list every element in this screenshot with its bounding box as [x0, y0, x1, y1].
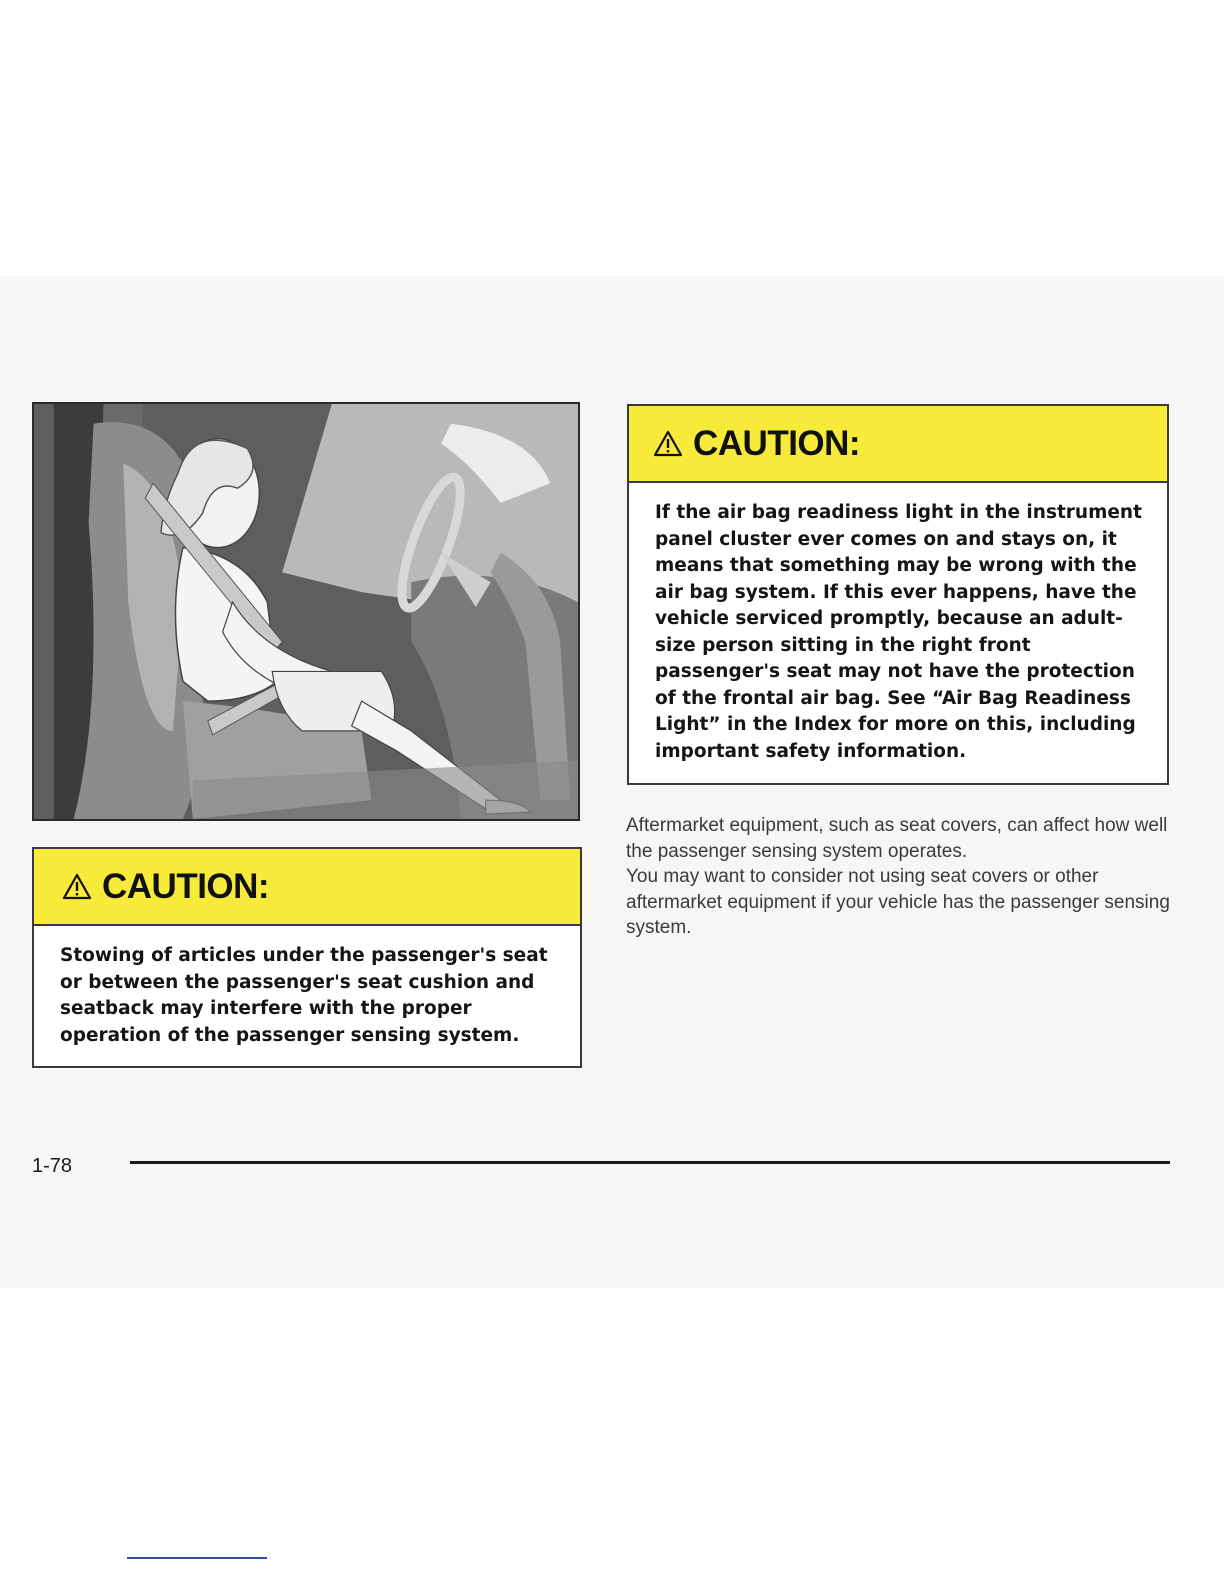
caution-box-air-bag-readiness — [627, 404, 1169, 785]
warning-triangle-icon — [62, 873, 92, 900]
caution-body-text: If the air bag readiness light in the instrument panel cluster ever comes on and stays on, it means that something may be wrong with the air bag system. If this ever happens, have the vehicle serviced promptly, because an adult-size person sitting in the right front passenger's seat may not have the protection of the frontal air bag. See “Air Bag Readiness Light” in the Index for more on this, including important safety information. — [655, 502, 1142, 762]
caution-body-text: Stowing of articles under the passenger's seat or between the passenger's seat cushion and seatback may interfere with the proper operation of the passenger sensing system. — [60, 945, 548, 1046]
page-number: 1-78 — [32, 1155, 73, 1177]
body-paragraph-2: You may want to consider not using seat covers or other aftermarket equipment if your vehicle has the passenger sensing system. — [626, 866, 1170, 938]
footer-divider — [130, 1161, 1170, 1164]
caution-box-stowing-articles — [32, 847, 582, 1068]
body-paragraph-1: Aftermarket equipment, such as seat covers, can affect how well the passenger sensing system operates. — [626, 815, 1168, 862]
caution-title: CAUTION: — [693, 423, 861, 463]
caution-title: CAUTION: — [102, 866, 270, 906]
caution-header — [629, 406, 1167, 483]
passenger-seat-illustration-drawing — [34, 404, 578, 819]
warning-triangle-icon — [653, 430, 683, 457]
passenger-seat-illustration — [32, 402, 580, 821]
link-underline[interactable] — [127, 1557, 267, 1559]
caution-header — [34, 849, 580, 926]
aftermarket-equipment-text — [626, 813, 1186, 941]
